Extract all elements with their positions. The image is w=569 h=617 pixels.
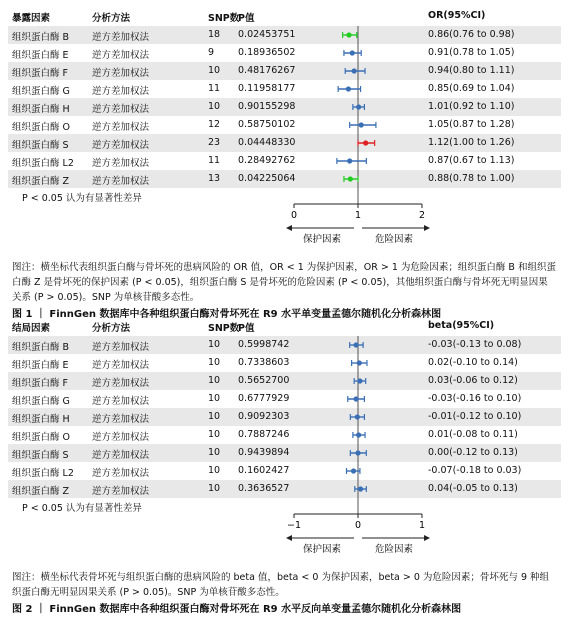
arrow-head-left — [286, 225, 292, 231]
x-axis — [8, 514, 561, 562]
row-estimate: 1.05(0.87 to 1.28) — [428, 119, 515, 130]
table-row — [8, 480, 561, 498]
row-snp: 11 — [208, 83, 221, 94]
table-header — [8, 316, 561, 336]
row-p-value: 0.5998742 — [238, 339, 290, 350]
row-snp: 10 — [208, 339, 221, 350]
row-method: 逆方差加权法 — [92, 86, 150, 97]
tick-label: 2 — [418, 210, 426, 221]
significance-note: P < 0.05 认为有显著性差异 — [22, 193, 142, 204]
row-estimate: 0.94(0.80 to 1.11) — [428, 65, 515, 76]
row-method: 逆方差加权法 — [92, 360, 150, 371]
row-name: 组织蛋白酶 O — [12, 432, 70, 443]
table-row — [8, 426, 561, 444]
forest-plot-cell — [8, 98, 561, 116]
row-snp: 10 — [208, 429, 221, 440]
row-method: 逆方差加权法 — [92, 378, 150, 389]
row-snp: 11 — [208, 155, 221, 166]
row-method: 逆方差加权法 — [92, 32, 150, 43]
table-row — [8, 152, 561, 170]
header-p: P值 — [238, 13, 255, 24]
table-row — [8, 98, 561, 116]
row-method: 逆方差加权法 — [92, 122, 150, 133]
point-estimate — [355, 450, 360, 455]
row-name: 组织蛋白酶 S — [12, 140, 69, 151]
figure-caption: 图注：横坐标代表组织蛋白酶与骨坏死的患病风险的 OR 值，OR < 1 为保护因素，OR > 1 为危险因素；组织蛋白酶 B 和组织蛋白酶 Z 是骨坏死的保护因素 (P < 0.05)，组织蛋白酶 S 是骨坏死的危险因素 (P < 0.05)，其他组织蛋白酶与骨坏死无明显因果关系 (P > 0.05)。SNP 为单核苷酸多态性。 — [12, 262, 556, 303]
forest-plot-cell — [8, 372, 561, 390]
point-estimate — [346, 32, 351, 37]
forest-rows — [8, 26, 561, 188]
row-p-value: 0.6777929 — [238, 393, 290, 404]
row-estimate: -0.03(-0.13 to 0.08) — [428, 339, 522, 350]
row-snp: 10 — [208, 357, 221, 368]
forest-plot-cell — [8, 480, 561, 498]
table-row — [8, 408, 561, 426]
row-name: 组织蛋白酶 F — [12, 378, 68, 389]
row-p-value: 0.11958177 — [238, 83, 296, 94]
row-estimate: -0.01(-0.12 to 0.10) — [428, 411, 522, 422]
table-row — [8, 444, 561, 462]
table-row — [8, 80, 561, 98]
row-estimate: -0.03(-0.16 to 0.10) — [428, 393, 522, 404]
forest-rows — [8, 336, 561, 498]
row-snp: 10 — [208, 393, 221, 404]
row-estimate: 0.88(0.78 to 1.00) — [428, 173, 515, 184]
table-row — [8, 354, 561, 372]
point-estimate — [357, 360, 362, 365]
forest-plot-cell — [8, 408, 561, 426]
row-estimate: 0.86(0.76 to 0.98) — [428, 29, 515, 40]
header-method: 分析方法 — [92, 323, 131, 334]
row-snp: 10 — [208, 101, 221, 112]
forest-plot-cell — [8, 44, 561, 62]
figure-title: 图 2 ｜ FinnGen 数据库中各种组织蛋白酶对骨坏死在 R9 水平反向单变量孟德尔随机化分析森林图 — [12, 604, 462, 615]
forest-plot-cell — [8, 444, 561, 462]
row-method: 逆方差加权法 — [92, 450, 150, 461]
header-beta: beta(95%CI) — [428, 320, 495, 331]
row-estimate: 1.01(0.92 to 1.10) — [428, 101, 515, 112]
figure-caption: 图注：横坐标代表骨坏死与组织蛋白酶的患病风险的 beta 值，beta < 0 为保护因素，beta > 0 为危险因素；骨坏死与 9 种组织蛋白酶无明显因果关系 (P > 0.05)。SNP 为单核苷酸多态性。 — [12, 572, 550, 598]
row-name: 组织蛋白酶 H — [12, 104, 70, 115]
row-name: 组织蛋白酶 G — [12, 86, 70, 97]
row-snp: 10 — [208, 65, 221, 76]
row-method: 逆方差加权法 — [92, 396, 150, 407]
point-estimate — [358, 486, 363, 491]
header-outcome: 结局因素 — [12, 323, 51, 334]
row-method: 逆方差加权法 — [92, 50, 150, 61]
row-snp: 13 — [208, 173, 221, 184]
row-estimate: 0.04(-0.05 to 0.13) — [428, 483, 518, 494]
row-name: 组织蛋白酶 S — [12, 450, 69, 461]
point-estimate — [356, 104, 361, 109]
significance-note: P < 0.05 认为有显著性差异 — [22, 503, 142, 514]
row-name: 组织蛋白酶 O — [12, 122, 70, 133]
row-p-value: 0.3636527 — [238, 483, 290, 494]
header-snp: SNP数 — [208, 13, 240, 24]
point-estimate — [353, 342, 358, 347]
table-row — [8, 372, 561, 390]
row-name: 组织蛋白酶 E — [12, 50, 69, 61]
row-p-value: 0.04225064 — [238, 173, 296, 184]
forest-plot-cell — [8, 62, 561, 80]
row-method: 逆方差加权法 — [92, 140, 150, 151]
forest-plot-cell — [8, 134, 561, 152]
row-method: 逆方差加权法 — [92, 468, 150, 479]
row-p-value: 0.58750102 — [238, 119, 296, 130]
forest-plot-cell — [8, 170, 561, 188]
row-estimate: 0.87(0.67 to 1.13) — [428, 155, 515, 166]
row-method: 逆方差加权法 — [92, 432, 150, 443]
row-estimate: 0.03(-0.06 to 0.12) — [428, 375, 518, 386]
header-or: OR(95%CI) — [428, 10, 486, 21]
forest-plot-cell — [8, 152, 561, 170]
row-p-value: 0.1602427 — [238, 465, 290, 476]
row-name: 组织蛋白酶 Z — [12, 486, 70, 497]
row-p-value: 0.5652700 — [238, 375, 290, 386]
x-axis — [8, 204, 561, 252]
header-snp: SNP数 — [208, 323, 240, 334]
tick-label: 1 — [418, 520, 426, 531]
point-estimate — [346, 86, 351, 91]
forest-plot-cell — [8, 462, 561, 480]
row-name: 组织蛋白酶 B — [12, 32, 70, 43]
row-method: 逆方差加权法 — [92, 176, 150, 187]
protective-label: 保护因素 — [302, 234, 342, 245]
row-p-value: 0.28492762 — [238, 155, 296, 166]
row-method: 逆方差加权法 — [92, 158, 150, 169]
row-p-value: 0.7887246 — [238, 429, 290, 440]
row-name: 组织蛋白酶 B — [12, 342, 70, 353]
point-estimate — [347, 158, 352, 163]
row-estimate: 0.85(0.69 to 1.04) — [428, 83, 515, 94]
row-p-value: 0.7338603 — [238, 357, 290, 368]
row-estimate: 0.01(-0.08 to 0.11) — [428, 429, 518, 440]
row-p-value: 0.90155298 — [238, 101, 296, 112]
header-method: 分析方法 — [92, 13, 131, 24]
point-estimate — [359, 122, 364, 127]
tick-label: 1 — [354, 210, 362, 221]
row-estimate: 1.12(1.00 to 1.26) — [428, 137, 515, 148]
row-p-value: 0.48176267 — [238, 65, 296, 76]
row-p-value: 0.9439894 — [238, 447, 290, 458]
row-snp: 10 — [208, 447, 221, 458]
table-row — [8, 390, 561, 408]
row-name: 组织蛋白酶 L2 — [12, 158, 74, 169]
forest-plot-cell — [8, 80, 561, 98]
table-row — [8, 462, 561, 480]
row-snp: 23 — [208, 137, 221, 148]
point-estimate — [353, 396, 358, 401]
row-p-value: 0.18936502 — [238, 47, 296, 58]
row-method: 逆方差加权法 — [92, 486, 150, 497]
row-snp: 9 — [208, 47, 215, 58]
table-row — [8, 336, 561, 354]
row-name: 组织蛋白酶 L2 — [12, 468, 74, 479]
forest-plot-cell — [8, 116, 561, 134]
row-method: 逆方差加权法 — [92, 104, 150, 115]
row-snp: 10 — [208, 375, 221, 386]
point-estimate — [350, 50, 355, 55]
forest-plot-cell — [8, 390, 561, 408]
header-p: P值 — [238, 323, 255, 334]
row-method: 逆方差加权法 — [92, 414, 150, 425]
row-name: 组织蛋白酶 E — [12, 360, 69, 371]
point-estimate — [357, 378, 362, 383]
point-estimate — [348, 176, 353, 181]
row-p-value: 0.9092303 — [238, 411, 290, 422]
table-row — [8, 134, 561, 152]
row-snp: 12 — [208, 119, 221, 130]
figure-2 — [8, 316, 561, 617]
protective-label: 保护因素 — [302, 544, 342, 555]
row-name: 组织蛋白酶 H — [12, 414, 70, 425]
table-row — [8, 170, 561, 188]
figure-title: 图 1 ｜ FinnGen 数据库中各种组织蛋白酶对骨坏死在 R9 水平单变量孟德尔随机化分析森林图 — [12, 309, 442, 320]
table-row — [8, 116, 561, 134]
row-name: 组织蛋白酶 Z — [12, 176, 70, 187]
row-estimate: -0.07(-0.18 to 0.03) — [428, 465, 522, 476]
row-p-value: 0.04448330 — [238, 137, 296, 148]
table-row — [8, 26, 561, 44]
table-header — [8, 6, 561, 26]
header-exposure: 暴露因素 — [12, 13, 51, 24]
risk-label: 危险因素 — [374, 544, 414, 555]
point-estimate — [363, 140, 368, 145]
tick-label: 0 — [354, 520, 362, 531]
tick-label: 0 — [290, 210, 298, 221]
figure-1 — [8, 6, 561, 322]
point-estimate — [351, 468, 356, 473]
point-estimate — [355, 414, 360, 419]
table-row — [8, 44, 561, 62]
row-estimate: 0.00(-0.12 to 0.13) — [428, 447, 518, 458]
table-row — [8, 62, 561, 80]
row-snp: 10 — [208, 483, 221, 494]
forest-plot-cell — [8, 336, 561, 354]
row-p-value: 0.02453751 — [238, 29, 296, 40]
arrow-head-right — [424, 535, 430, 541]
forest-plot-cell — [8, 26, 561, 44]
row-name: 组织蛋白酶 F — [12, 68, 68, 79]
row-snp: 10 — [208, 411, 221, 422]
forest-axis — [8, 204, 561, 252]
arrow-head-right — [424, 225, 430, 231]
forest-axis — [8, 514, 561, 562]
point-estimate — [352, 68, 357, 73]
forest-plot-cell — [8, 354, 561, 372]
risk-label: 危险因素 — [374, 234, 414, 245]
row-estimate: 0.02(-0.10 to 0.14) — [428, 357, 518, 368]
row-snp: 18 — [208, 29, 221, 40]
point-estimate — [356, 432, 361, 437]
forest-plot-cell — [8, 426, 561, 444]
row-method: 逆方差加权法 — [92, 68, 150, 79]
arrow-head-left — [286, 535, 292, 541]
tick-label: −1 — [286, 520, 302, 531]
row-method: 逆方差加权法 — [92, 342, 150, 353]
row-snp: 10 — [208, 465, 221, 476]
row-estimate: 0.91(0.78 to 1.05) — [428, 47, 515, 58]
row-name: 组织蛋白酶 G — [12, 396, 70, 407]
